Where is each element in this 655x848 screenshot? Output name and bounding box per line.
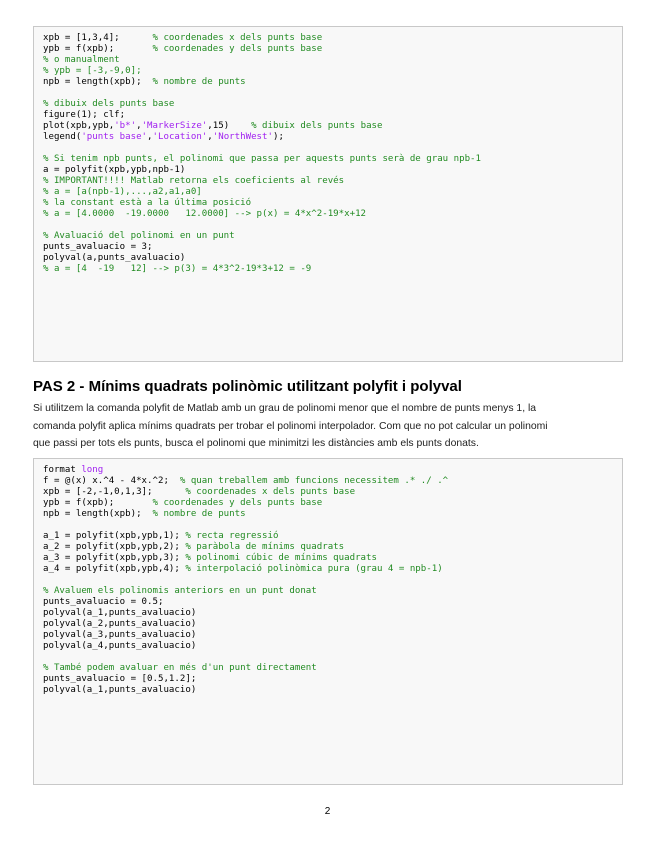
code-string: 'MarkerSize': [141, 121, 208, 131]
code-text: plot(xpb,ypb,: [43, 121, 115, 131]
code-line: [43, 586, 622, 597]
page-number: 2: [324, 806, 331, 817]
code-line: [43, 187, 622, 198]
code-line: [43, 165, 622, 176]
code-text: polyval(a_2,punts_avaluacio): [43, 619, 197, 629]
code-line: [43, 99, 622, 110]
code-line: [43, 498, 622, 509]
code-text: npb = length(xpb);: [43, 509, 153, 519]
code-line: [43, 66, 622, 77]
code-blank-line: [43, 575, 622, 586]
code-line: [43, 663, 622, 674]
paragraph-line: Si utilitzem la comanda polyfit de Matlab amb un grau de polinomi menor que el nombre de punts menys 1, la: [33, 403, 537, 414]
code-comment: % Avaluació del polinomi en un punt: [43, 231, 235, 241]
code-blank-line: [43, 88, 622, 99]
code-line: [43, 476, 622, 487]
code-text: polyval(a,punts_avaluacio): [43, 253, 186, 263]
code-text: );: [272, 132, 284, 142]
code-string: 'punts base': [81, 132, 148, 142]
code-text: punts_avaluacio = 0.5;: [43, 597, 164, 607]
code-line: [43, 608, 622, 619]
code-text: ,: [136, 121, 142, 131]
code-text: punts_avaluacio = 3;: [43, 242, 153, 252]
code-line: [43, 641, 622, 652]
code-comment: % nombre de punts: [152, 509, 246, 519]
code-line: [43, 487, 622, 498]
code-comment: % o manualment: [43, 55, 120, 65]
code-string: long: [81, 465, 104, 475]
code-text: ,: [147, 132, 153, 142]
code-string: 'b*': [114, 121, 137, 131]
code-line: [43, 44, 622, 55]
code-comment: % coordenades x dels punts base: [152, 33, 323, 43]
code-line: [43, 231, 622, 242]
code-comment: % Si tenim npb punts, el polinomi que passa per aquests punts serà de grau npb-1: [43, 154, 481, 164]
code-comment: % coordenades y dels punts base: [152, 44, 323, 54]
code-text: a = polyfit(xpb,ypb,npb-1): [43, 165, 186, 175]
code-line: [43, 264, 622, 275]
code-text: a_3 = polyfit(xpb,ypb,3);: [43, 553, 186, 563]
code-text: polyval(a_1,punts_avaluacio): [43, 685, 197, 695]
code-comment: % a = [4.0000 -19.0000 12.0000] --> p(x) = 4*x^2-19*x+12: [43, 209, 367, 219]
code-text: a_1 = polyfit(xpb,ypb,1);: [43, 531, 186, 541]
section-heading: PAS 2 - Mínims quadrats polinòmic utilitzant polyfit i polyval: [33, 378, 462, 395]
code-comment: % recta regressió: [185, 531, 279, 541]
code-comment: % polinomi cúbic de mínims quadrats: [185, 553, 377, 563]
code-text: a_2 = polyfit(xpb,ypb,2);: [43, 542, 186, 552]
code-line: [43, 685, 622, 696]
code-line: [43, 110, 622, 121]
code-comment: % dibuix dels punts base: [43, 99, 175, 109]
code-comment: % a = [a(npb-1),...,a2,a1,a0]: [43, 187, 202, 197]
code-text: xpb = [1,3,4];: [43, 33, 153, 43]
code-text: figure(1); clf;: [43, 110, 126, 120]
code-text: xpb = [-2,-1,0,1,3];: [43, 487, 186, 497]
code-line: [43, 176, 622, 187]
paragraph-line: comanda polyfit aplica mínims quadrats per trobar el polinomi interpolador. Com que no pot calcular un polinomi: [33, 420, 548, 432]
code-comment: % paràbola de mínims quadrats: [185, 542, 345, 552]
code-text: polyval(a_1,punts_avaluacio): [43, 608, 197, 618]
code-line: [43, 531, 622, 542]
code-comment: % ypb = [-3,-9,0];: [43, 66, 142, 76]
code-line: [43, 553, 622, 564]
code-text: legend(: [43, 132, 82, 142]
code-text: ,15): [207, 121, 252, 131]
code-text: polyval(a_3,punts_avaluacio): [43, 630, 197, 640]
code-string: 'NorthWest': [212, 132, 273, 142]
section-paragraph: [33, 400, 625, 453]
code-line: [43, 33, 622, 44]
code-comment: % nombre de punts: [152, 77, 246, 87]
code-comment: % a = [4 -19 12] --> p(3) = 4*3^2-19*3+12 = -9: [43, 264, 312, 274]
code-line: [43, 55, 622, 66]
code-text: polyval(a_4,punts_avaluacio): [43, 641, 197, 651]
code-comment: % coordenades x dels punts base: [185, 487, 356, 497]
code-line: [43, 465, 622, 476]
code-text: ,: [207, 132, 213, 142]
code-comment: % interpolació polinòmica pura (grau 4 = npb-1): [185, 564, 443, 574]
code-line: [43, 509, 622, 520]
code-line: [43, 242, 622, 253]
code-text: ypb = f(xpb);: [43, 44, 153, 54]
code-comment: % coordenades y dels punts base: [152, 498, 323, 508]
code-line: [43, 597, 622, 608]
code-line: [43, 198, 622, 209]
code-comment: % quan treballem amb funcions necessitem .* ./ .^: [179, 476, 449, 486]
code-line: [43, 674, 622, 685]
code-string: 'Location': [152, 132, 208, 142]
code-comment: % IMPORTANT!!!! Matlab retorna els coeficients al revés: [43, 176, 345, 186]
code-text: punts_avaluacio = [0.5,1.2];: [43, 674, 197, 684]
code-line: [43, 253, 622, 264]
code-line: [43, 154, 622, 165]
code-text: f = @(x) x.^4 - 4*x.^2;: [43, 476, 180, 486]
code-block-2: [33, 458, 623, 785]
code-comment: % També podem avaluar en més d'un punt directament: [43, 663, 317, 673]
code-comment: % Avaluem els polinomis anteriors en un punt donat: [43, 586, 317, 596]
code-text: ypb = f(xpb);: [43, 498, 153, 508]
code-blank-line: [43, 652, 622, 663]
code-line: [43, 619, 622, 630]
code-text: a_4 = polyfit(xpb,ypb,4);: [43, 564, 186, 574]
code-line: [43, 121, 622, 132]
code-text: format: [43, 465, 82, 475]
paragraph-line: que passi per tots els punts, busca el polinomi que minimitzi les distàncies amb els punts donats.: [33, 438, 479, 449]
code-comment: % dibuix dels punts base: [251, 121, 383, 131]
code-blank-line: [43, 220, 622, 231]
code-line: [43, 564, 622, 575]
code-block-1: [33, 26, 623, 362]
code-line: [43, 77, 622, 88]
code-line: [43, 542, 622, 553]
code-blank-line: [43, 143, 622, 154]
code-line: [43, 630, 622, 641]
code-line: [43, 132, 622, 143]
code-text: npb = length(xpb);: [43, 77, 153, 87]
code-comment: % la constant està a la última posició: [43, 198, 252, 208]
code-blank-line: [43, 520, 622, 531]
code-line: [43, 209, 622, 220]
